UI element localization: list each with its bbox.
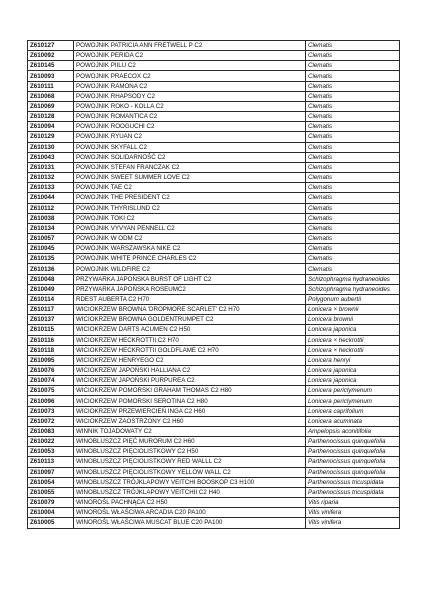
latin-name-cell: Lonicera japonica [306,376,400,386]
product-code-cell: Z610004 [28,508,74,518]
latin-name-cell: Lonicera caprifolium [306,406,400,416]
latin-name-cell: Lonicera × heckrottii [306,335,400,345]
table-row [28,386,400,396]
product-code-cell: Z610117 [28,305,74,315]
latin-name-cell: Clematis [306,173,400,183]
product-name-cell: POWOJNIK STEFAN FRANCZAK C2 [74,162,306,172]
product-name-cell: POWOJNIK THE PRESIDENT C2 [74,193,306,203]
latin-name-cell: Vitis vinifera [306,518,400,528]
table-row [28,457,400,467]
product-code-cell: Z610074 [28,376,74,386]
latin-name-cell: Clematis [306,264,400,274]
product-code-cell: Z610055 [28,487,74,497]
product-code-cell: Z610038 [28,213,74,223]
table-row [28,396,400,406]
product-name-cell: POWOJNIK WHITE PRINCE CHARLES C2 [74,254,306,264]
product-name-cell: POWOJNIK RYUAN C2 [74,132,306,142]
table-row [28,305,400,315]
table-row [28,264,400,274]
latin-name-cell: Clematis [306,61,400,71]
product-name-cell: WINOROŚL WŁAŚCIWA ARCADIA C20 PA100 [74,508,306,518]
product-name-cell: WICIOKRZEW DARTS ACUMEN C2 H50 [74,325,306,335]
table-row [28,71,400,81]
latin-name-cell: Clematis [306,203,400,213]
latin-name-cell: Clematis [306,142,400,152]
product-code-cell: Z610129 [28,132,74,142]
product-code-cell: Z610068 [28,91,74,101]
product-code-cell: Z610118 [28,345,74,355]
table-row [28,376,400,386]
product-name-cell: POWOJNIK SKYFALL C2 [74,142,306,152]
latin-name-cell: Lonicera periclymenum [306,396,400,406]
product-name-cell: POWOJNIK RAMONA C2 [74,81,306,91]
product-name-cell: WINOBLUSZCZ PIĘCIOLISTKOWY RED WALLL C2 [74,457,306,467]
product-name-cell: POWOJNIK THYRISLUND C2 [74,203,306,213]
product-name-cell: POWOJNIK SWEET SUMMER LOVE C2 [74,173,306,183]
product-code-cell: Z610093 [28,71,74,81]
table-row [28,508,400,518]
latin-name-cell: Clematis [306,51,400,61]
table-row [28,477,400,487]
table-row [28,406,400,416]
product-name-cell: POWOJNIK VYVYAN PENNELL C2 [74,223,306,233]
latin-name-cell: Lonicera henryi [306,355,400,365]
product-code-cell: Z610044 [28,193,74,203]
product-code-cell: Z610136 [28,264,74,274]
table-row [28,51,400,61]
latin-name-cell: Lonicera japonica [306,366,400,376]
product-name-cell: WICIOKRZEW POMORSKI GRAHAM THOMAS C2 H80 [74,386,306,396]
product-name-cell: WINOBLUSZCZ PIĘCIOLISTKOWY C2 H50 [74,447,306,457]
plant-list-sheet [27,40,399,529]
product-name-cell: POWOJNIK PIILU C2 [74,61,306,71]
table-row [28,81,400,91]
table-row [28,203,400,213]
product-code-cell: Z610076 [28,366,74,376]
product-code-cell: Z610128 [28,112,74,122]
product-code-cell: Z610112 [28,203,74,213]
product-code-cell: Z610135 [28,254,74,264]
table-row [28,518,400,528]
latin-name-cell: Clematis [306,223,400,233]
table-row [28,244,400,254]
table-row [28,437,400,447]
product-name-cell: WICIOKRZEW JAPOŃSKI PURPUREA C2 [74,376,306,386]
product-code-cell: Z610137 [28,315,74,325]
product-code-cell: Z610072 [28,416,74,426]
table-row [28,101,400,111]
latin-name-cell: Clematis [306,183,400,193]
table-row [28,345,400,355]
product-code-cell: Z610134 [28,223,74,233]
product-name-cell: WICIOKRZEW JAPOŃSKI HALLIANA C2 [74,366,306,376]
product-name-cell: POWOJNIK ROOGUCHI C2 [74,122,306,132]
table-row [28,162,400,172]
table-row [28,447,400,457]
latin-name-cell: Parthenocissus quinquefolia [306,437,400,447]
latin-name-cell: Parthenocissus tricuspidata [306,487,400,497]
table-row [28,122,400,132]
latin-name-cell: Lonicera × brownii [306,305,400,315]
table-row [28,112,400,122]
latin-name-cell: Vitis vinifera [306,508,400,518]
product-name-cell: POWOJNIK TAE C2 [74,183,306,193]
product-code-cell: Z610116 [28,335,74,345]
latin-name-cell: Clematis [306,132,400,142]
product-code-cell: Z610113 [28,457,74,467]
product-name-cell: WINOBLUSZCZ TRÓJKLAPOWY VEITCHII C2 H40 [74,487,306,497]
latin-name-cell: Vitis riparia [306,498,400,508]
latin-name-cell: Clematis [306,233,400,243]
product-code-cell: Z610045 [28,244,74,254]
product-code-cell: Z610075 [28,386,74,396]
latin-name-cell: Parthenocissus tricuspidata [306,477,400,487]
product-code-cell: Z610048 [28,274,74,284]
table-row [28,487,400,497]
product-code-cell: Z610097 [28,467,74,477]
product-code-cell: Z610131 [28,162,74,172]
product-name-cell: WICIOKRZEW BROWNA GOLDENTRUMPET C2 [74,315,306,325]
table-row [28,426,400,436]
table-row [28,132,400,142]
table-row [28,254,400,264]
product-code-cell: Z610133 [28,183,74,193]
table-row [28,315,400,325]
product-name-cell: WINOBLUSZCZ PIĘCIOLISTKOWY YELLOW WALL C2 [74,467,306,477]
product-code-cell: Z610114 [28,294,74,304]
product-code-cell: Z610111 [28,81,74,91]
product-name-cell: WINOBLUSZCZ TRÓJKLAPOWY VEITCHI BOOSKOP C3 H100 [74,477,306,487]
table-row [28,233,400,243]
product-name-cell: POWOJNIK WARSZAWSKA NIKE C2 [74,244,306,254]
table-row [28,193,400,203]
latin-name-cell: Clematis [306,91,400,101]
table-row [28,223,400,233]
product-code-cell: Z610022 [28,437,74,447]
table-row [28,274,400,284]
product-code-cell: Z610095 [28,355,74,365]
plant-table [27,40,400,529]
table-row [28,173,400,183]
latin-name-cell: Schizophragma hydraneoides [306,274,400,284]
product-code-cell: Z610079 [28,498,74,508]
latin-name-cell: Parthenocissus quinquefolia [306,457,400,467]
latin-name-cell: Clematis [306,213,400,223]
latin-name-cell: Clematis [306,162,400,172]
product-name-cell: POWOJNIK ROKO - KOLLA C2 [74,101,306,111]
latin-name-cell: Clematis [306,112,400,122]
latin-name-cell: Polygonum aubertii [306,294,400,304]
table-row [28,41,400,51]
product-name-cell: POWOJNIK WILDFIRE C2 [74,264,306,274]
latin-name-cell: Clematis [306,101,400,111]
product-name-cell: PRZYWARKA JAPOŃSKA ROSEUMC2 [74,284,306,294]
latin-name-cell: Lonicera japonica [306,325,400,335]
table-row [28,416,400,426]
product-code-cell: Z610092 [28,51,74,61]
product-code-cell: Z610057 [28,233,74,243]
product-name-cell: WICIOKRZEW POMORSKI SEROTINA C2 H80 [74,396,306,406]
product-name-cell: POWOJNIK RHAPSODY C2 [74,91,306,101]
product-code-cell: Z610069 [28,101,74,111]
product-code-cell: Z610053 [28,447,74,457]
product-name-cell: POWOJNIK W ODM C2 [74,233,306,243]
latin-name-cell: Lonicera brownii [306,315,400,325]
table-row [28,284,400,294]
table-row [28,498,400,508]
product-code-cell: Z610096 [28,396,74,406]
latin-name-cell: Clematis [306,81,400,91]
table-row [28,366,400,376]
product-name-cell: WICIOKRZEW HECKROTTII GOLDFLAME C2 H70 [74,345,306,355]
latin-name-cell: Lonicera periclymenum [306,386,400,396]
product-name-cell: POWOJNIK SOLIDARNOŚĆ C2 [74,152,306,162]
product-code-cell: Z610130 [28,142,74,152]
latin-name-cell: Clematis [306,254,400,264]
table-row [28,335,400,345]
table-row [28,294,400,304]
product-name-cell: POWOJNIK TOKI C2 [74,213,306,223]
product-name-cell: WINNIK TOJADOWATY C2 [74,426,306,436]
table-row [28,325,400,335]
latin-name-cell: Clematis [306,41,400,51]
product-code-cell: Z610127 [28,41,74,51]
product-code-cell: Z610132 [28,173,74,183]
table-row [28,183,400,193]
table-row [28,213,400,223]
latin-name-cell: Schizophragma hydraneoides [306,284,400,294]
product-name-cell: WICIOKRZEW HENRYEGO C2 [74,355,306,365]
latin-name-cell: Clematis [306,193,400,203]
product-code-cell: Z610115 [28,325,74,335]
table-row [28,152,400,162]
product-code-cell: Z610043 [28,152,74,162]
product-code-cell: Z610083 [28,426,74,436]
product-name-cell: WICIOKRZEW ZAOSTRZONY C2 H60 [74,416,306,426]
product-name-cell: WINOROŚL PACHNĄCA C2 H50 [74,498,306,508]
product-name-cell: WICIOKRZEW BROWNA 'DROPMORE SCARLET' C2 H70 [74,305,306,315]
product-name-cell: PRZYWARKA JAPOŃSKA BURST OF LIGHT C2 [74,274,306,284]
latin-name-cell: Parthenocissus quinquefolia [306,467,400,477]
product-name-cell: RDEST AUBERTA C2 H70 [74,294,306,304]
product-code-cell: Z610094 [28,122,74,132]
product-name-cell: WICIOKRZEW HECKROTTII C2 H70 [74,335,306,345]
plant-table-body [28,41,400,529]
product-code-cell: Z610073 [28,406,74,416]
latin-name-cell: Ampelopsis aconitifolia [306,426,400,436]
product-name-cell: POWOJNIK PATRICIA ANN FRETWELL P C2 [74,41,306,51]
table-row [28,467,400,477]
latin-name-cell: Clematis [306,152,400,162]
product-name-cell: WICIOKRZEW PRZEWIERCIEŃ INGA C2 H60 [74,406,306,416]
table-row [28,142,400,152]
product-name-cell: WINOROŚL WŁAŚCIWA MUSCAT BLUE C20 PA100 [74,518,306,528]
product-name-cell: POWOJNIK PRAECOX C2 [74,71,306,81]
table-row [28,91,400,101]
latin-name-cell: Clematis [306,71,400,81]
product-code-cell: Z610054 [28,477,74,487]
product-code-cell: Z610145 [28,61,74,71]
latin-name-cell: Lonicera acuminata [306,416,400,426]
table-row [28,355,400,365]
latin-name-cell: Lonicera × heckrottii [306,345,400,355]
product-name-cell: POWOJNIK PERIDA C2 [74,51,306,61]
table-row [28,61,400,71]
product-code-cell: Z610005 [28,518,74,528]
latin-name-cell: Clematis [306,122,400,132]
product-name-cell: POWOJNIK ROMANTICA C2 [74,112,306,122]
product-name-cell: WINOBLUSZCZ PIĘĆ MURORUM C2 H60 [74,437,306,447]
product-code-cell: Z610049 [28,284,74,294]
latin-name-cell: Parthenocissus quinquefolia [306,447,400,457]
latin-name-cell: Clematis [306,244,400,254]
